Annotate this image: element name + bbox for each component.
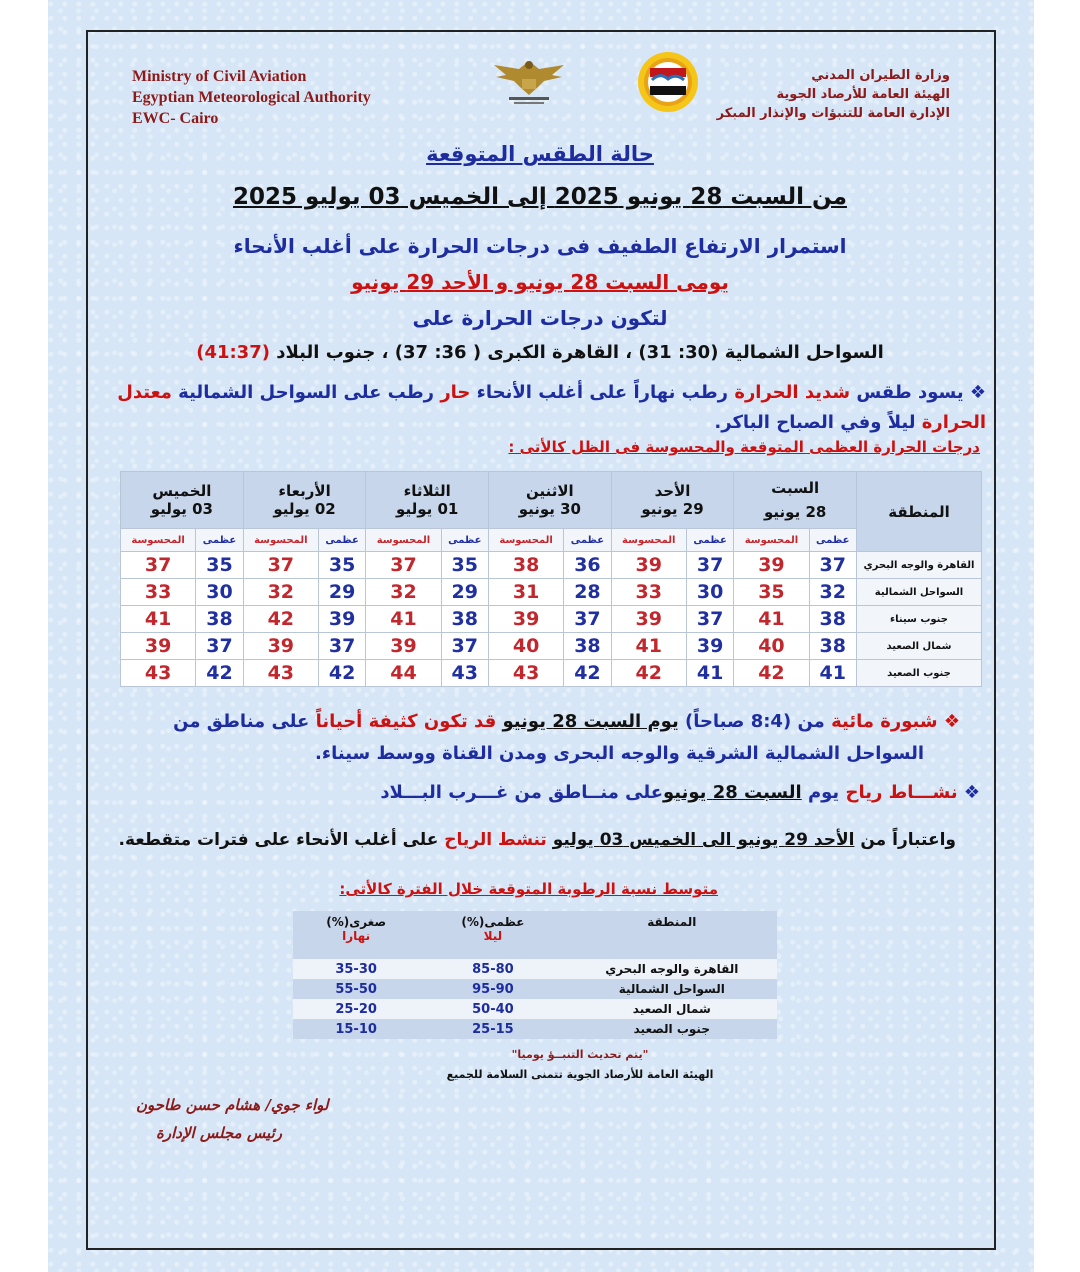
humidity-max-value: 50-40 — [419, 999, 566, 1019]
felt-temp-value: 40 — [734, 633, 809, 660]
region-name: جنوب سيناء — [857, 606, 982, 633]
region-name: السواحل الشمالية — [857, 579, 982, 606]
max-temp-value: 29 — [318, 579, 366, 606]
bullet1-highlight: شديد الحرارة — [734, 382, 851, 403]
day-date: 28 يونيو — [764, 503, 827, 521]
english-header — [132, 66, 371, 129]
bullet1-text: رطب نهاراً على أغلب الأنحاء — [470, 382, 735, 403]
bullet2-line-2: السواحل الشمالية الشرقية والوجه البحرى ومدن القناة ووسط سيناء. — [315, 743, 924, 764]
felt-temp-value: 35 — [734, 579, 809, 606]
humidity-table — [293, 911, 777, 1039]
bullet3-text: على منــاطق من غـــرب البـــلاد — [380, 782, 663, 803]
felt-temp-value: 41 — [734, 606, 809, 633]
humidity-min-value: 15-10 — [293, 1019, 419, 1039]
day-date: 29 يونيو — [641, 500, 704, 518]
humidity-header-row — [293, 911, 777, 959]
bullet-icon: ❖ — [969, 382, 986, 403]
felt-temp-value: 39 — [611, 606, 686, 633]
header-ar-line: الإدارة العامة للتنبؤات والإنذار المبكر — [716, 106, 950, 121]
temperature-row — [121, 633, 982, 660]
felt-temp-value: 43 — [489, 660, 564, 687]
humidity-min-value: 55-50 — [293, 979, 419, 999]
day-name: الأربعاء — [278, 482, 331, 500]
max-label: عظمى — [564, 529, 612, 552]
felt-temp-value: 31 — [489, 579, 564, 606]
bullet2-text: على مناطق من — [173, 711, 310, 732]
max-temp-value: 32 — [809, 579, 857, 606]
max-label: عظمى — [809, 529, 857, 552]
max-temp-value: 30 — [686, 579, 734, 606]
day-date: 30 يونيو — [518, 500, 581, 518]
felt-temp-value: 43 — [121, 660, 196, 687]
civil-aviation-eagle-logo — [484, 55, 574, 107]
felt-temp-value: 32 — [366, 579, 441, 606]
page-title: حالة الطقس المتوقعة — [426, 142, 654, 166]
bullet4-text: واعتباراً من — [854, 830, 956, 850]
max-temp-value: 38 — [809, 606, 857, 633]
humidity-region: القاهرة والوجه البحري — [567, 959, 777, 979]
humidity-max-value: 95-90 — [419, 979, 566, 999]
bullet1-text: يسود طقس — [850, 382, 964, 403]
humidity-row — [293, 979, 777, 999]
sub-header-row — [121, 529, 982, 552]
bullet3-date: السبت 28 يونيو — [663, 782, 802, 803]
felt-temp-value: 41 — [121, 606, 196, 633]
felt-temp-value: 42 — [611, 660, 686, 687]
region-name: جنوب الصعيد — [857, 660, 982, 687]
day-name: السبت — [771, 479, 820, 497]
max-temp-value: 37 — [809, 552, 857, 579]
max-temp-value: 37 — [686, 552, 734, 579]
signatory-title: رئيس مجلس الإدارة — [156, 1124, 282, 1142]
felt-temp-value: 38 — [489, 552, 564, 579]
max-temp-value: 35 — [196, 552, 244, 579]
day-name: الأحد — [654, 482, 691, 500]
day-header — [121, 472, 244, 529]
bullet1-highlight: حار — [440, 382, 471, 403]
felt-temp-value: 42 — [243, 606, 318, 633]
arabic-header — [690, 66, 950, 123]
max-temp-value: 41 — [686, 660, 734, 687]
day-header — [366, 472, 489, 529]
max-temp-value: 38 — [809, 633, 857, 660]
felt-temp-value: 44 — [366, 660, 441, 687]
felt-temp-value: 33 — [121, 579, 196, 606]
signatory-name: لواء جوي/ هشام حسن طاحون — [136, 1096, 329, 1114]
bullet3-text: يوم — [801, 782, 846, 803]
meteorological-authority-sun-logo — [626, 46, 710, 116]
felt-temp-value: 39 — [734, 552, 809, 579]
temperature-row — [121, 606, 982, 633]
region-name: القاهرة والوجه البحري — [857, 552, 982, 579]
headline-line-4 — [0, 342, 1080, 363]
max-temp-value: 37 — [564, 606, 612, 633]
humidity-region: السواحل الشمالية — [567, 979, 777, 999]
bullet-weather-state — [96, 378, 986, 438]
bullet2-highlight: قد تكون كثيفة أحياناً — [309, 711, 503, 732]
bullet4-highlight: تنشط الرياح — [444, 830, 553, 850]
temperature-table-caption: درجات الحرارة العظمى المتوقعة والمحسوسة فى الظل كالأتى : — [508, 438, 980, 456]
bullet1-highlight: الحرارة — [921, 412, 986, 433]
temperature-table-body — [121, 552, 982, 687]
felt-temp-value: 40 — [489, 633, 564, 660]
temperature-row — [121, 660, 982, 687]
max-temp-value: 37 — [318, 633, 366, 660]
max-temp-value: 37 — [686, 606, 734, 633]
day-name: الخميس — [152, 482, 212, 500]
felt-temp-value: 42 — [734, 660, 809, 687]
temperature-table — [120, 471, 982, 687]
max-temp-value: 42 — [196, 660, 244, 687]
bullet-icon: ❖ — [943, 711, 960, 732]
felt-temp-value: 37 — [366, 552, 441, 579]
temperature-row — [121, 552, 982, 579]
max-temp-value: 35 — [318, 552, 366, 579]
felt-temp-value: 43 — [243, 660, 318, 687]
header-en-line: Egyptian Meteorological Authority — [132, 89, 371, 106]
felt-label: المحسوسة — [489, 529, 564, 552]
humidity-max-header — [419, 911, 566, 959]
bullet-icon: ❖ — [963, 782, 980, 803]
bullet4-date: الأحد 29 يونيو الى الخميس 03 يوليو — [552, 830, 855, 850]
felt-temp-value: 39 — [611, 552, 686, 579]
max-temp-value: 38 — [196, 606, 244, 633]
humidity-min-sublabel: نهارا — [342, 929, 371, 943]
day-header — [611, 472, 734, 529]
safety-wish: الهيئة العامة للأرصاد الجوية تتمنى السلامة للجميع — [446, 1068, 714, 1081]
bullet-wind — [380, 782, 980, 803]
felt-label: المحسوسة — [366, 529, 441, 552]
max-temp-value: 39 — [318, 606, 366, 633]
bullet2-highlight: شبورة مائية — [831, 711, 938, 732]
felt-label: المحسوسة — [611, 529, 686, 552]
bullet4-text: على أغلب الأنحاء على فترات متقطعة. — [118, 830, 445, 850]
max-temp-value: 30 — [196, 579, 244, 606]
humidity-row — [293, 959, 777, 979]
region-name: شمال الصعيد — [857, 633, 982, 660]
felt-temp-value: 41 — [366, 606, 441, 633]
max-temp-value: 29 — [441, 579, 489, 606]
felt-temp-value: 32 — [243, 579, 318, 606]
felt-label: المحسوسة — [243, 529, 318, 552]
bullet-fog — [80, 706, 960, 770]
humidity-min-header — [293, 911, 419, 959]
max-temp-value: 43 — [441, 660, 489, 687]
humidity-region: جنوب الصعيد — [567, 1019, 777, 1039]
felt-temp-value: 41 — [611, 633, 686, 660]
day-date: 02 يوليو — [273, 500, 336, 518]
header-en-line: Ministry of Civil Aviation — [132, 68, 307, 85]
felt-temp-value: 39 — [243, 633, 318, 660]
humidity-max-value: 25-15 — [419, 1019, 566, 1039]
max-temp-value: 38 — [441, 606, 489, 633]
update-notice: "يتم تحديث التنبــؤ يوميا" — [511, 1048, 649, 1061]
max-temp-value: 28 — [564, 579, 612, 606]
headline-line-3: لتكون درجات الحرارة على — [412, 306, 668, 330]
header-ar-line: الهيئة العامة للأرصاد الجوية — [776, 87, 950, 102]
bullet1-highlight: معتدل — [117, 382, 172, 403]
day-name: الثلاثاء — [403, 482, 451, 500]
day-date: 03 يوليو — [150, 500, 213, 518]
felt-temp-value: 39 — [121, 633, 196, 660]
humidity-row — [293, 999, 777, 1019]
headline-line-1: استمرار الارتفاع الطفيف فى درجات الحرارة على أغلب الأنحاء — [233, 234, 847, 258]
humidity-max-label: عظمى(%) — [461, 915, 525, 929]
bullet1-text: ليلاً وفي الصباح الباكر. — [714, 412, 922, 433]
header-en-line: EWC- Cairo — [132, 110, 219, 127]
humidity-caption: متوسط نسبة الرطوبة المتوقعة خلال الفترة كالأتى: — [339, 880, 718, 898]
forecast-date-range: من السبت 28 يونيو 2025 إلى الخميس 03 يوليو 2025 — [233, 184, 847, 210]
temperature-row — [121, 579, 982, 606]
max-label: عظمى — [686, 529, 734, 552]
day-date: 01 يوليو — [396, 500, 459, 518]
bullet1-text: رطب على السواحل الشمالية — [171, 382, 441, 403]
day-header — [489, 472, 612, 529]
max-temp-value: 42 — [564, 660, 612, 687]
south-range-text: (41:37) — [196, 342, 270, 363]
max-temp-value: 41 — [809, 660, 857, 687]
max-label: عظمى — [196, 529, 244, 552]
max-temp-value: 42 — [318, 660, 366, 687]
max-label: عظمى — [441, 529, 489, 552]
temperature-ranges-text: السواحل الشمالية (30: 31) ، القاهرة الكبرى ( 36: 37) ، جنوب البلاد — [276, 342, 884, 363]
felt-temp-value: 37 — [121, 552, 196, 579]
max-temp-value: 38 — [564, 633, 612, 660]
humidity-min-value: 25-20 — [293, 999, 419, 1019]
felt-label: المحسوسة — [734, 529, 809, 552]
humidity-row — [293, 1019, 777, 1039]
day-header — [243, 472, 366, 529]
max-label: عظمى — [318, 529, 366, 552]
header-ar-line: وزارة الطيران المدني — [811, 68, 950, 83]
bullet3-highlight: نشـــاط رياح — [845, 782, 958, 803]
humidity-region: شمال الصعيد — [567, 999, 777, 1019]
max-temp-value: 37 — [441, 633, 489, 660]
headline-line-2: يومى السبت 28 يونيو و الأحد 29 يونيو — [351, 270, 729, 294]
wind-period-text — [119, 830, 957, 850]
humidity-min-value: 35-30 — [293, 959, 419, 979]
felt-label: المحسوسة — [121, 529, 196, 552]
max-temp-value: 36 — [564, 552, 612, 579]
day-header — [734, 472, 857, 529]
humidity-min-label: صغرى(%) — [326, 915, 387, 929]
region-column-header: المنطقة — [857, 472, 982, 552]
humidity-max-sublabel: ليلا — [483, 929, 503, 943]
day-name: الاثنين — [526, 482, 574, 500]
bullet2-date: يوم السبت 28 يونيو — [502, 711, 679, 732]
max-temp-value: 37 — [196, 633, 244, 660]
bullet2-text: من (8:4 صباحاً) — [678, 711, 832, 732]
felt-temp-value: 37 — [243, 552, 318, 579]
humidity-region-header: المنطقة — [567, 911, 777, 959]
max-temp-value: 35 — [441, 552, 489, 579]
felt-temp-value: 33 — [611, 579, 686, 606]
felt-temp-value: 39 — [366, 633, 441, 660]
humidity-max-value: 85-80 — [419, 959, 566, 979]
felt-temp-value: 39 — [489, 606, 564, 633]
max-temp-value: 39 — [686, 633, 734, 660]
